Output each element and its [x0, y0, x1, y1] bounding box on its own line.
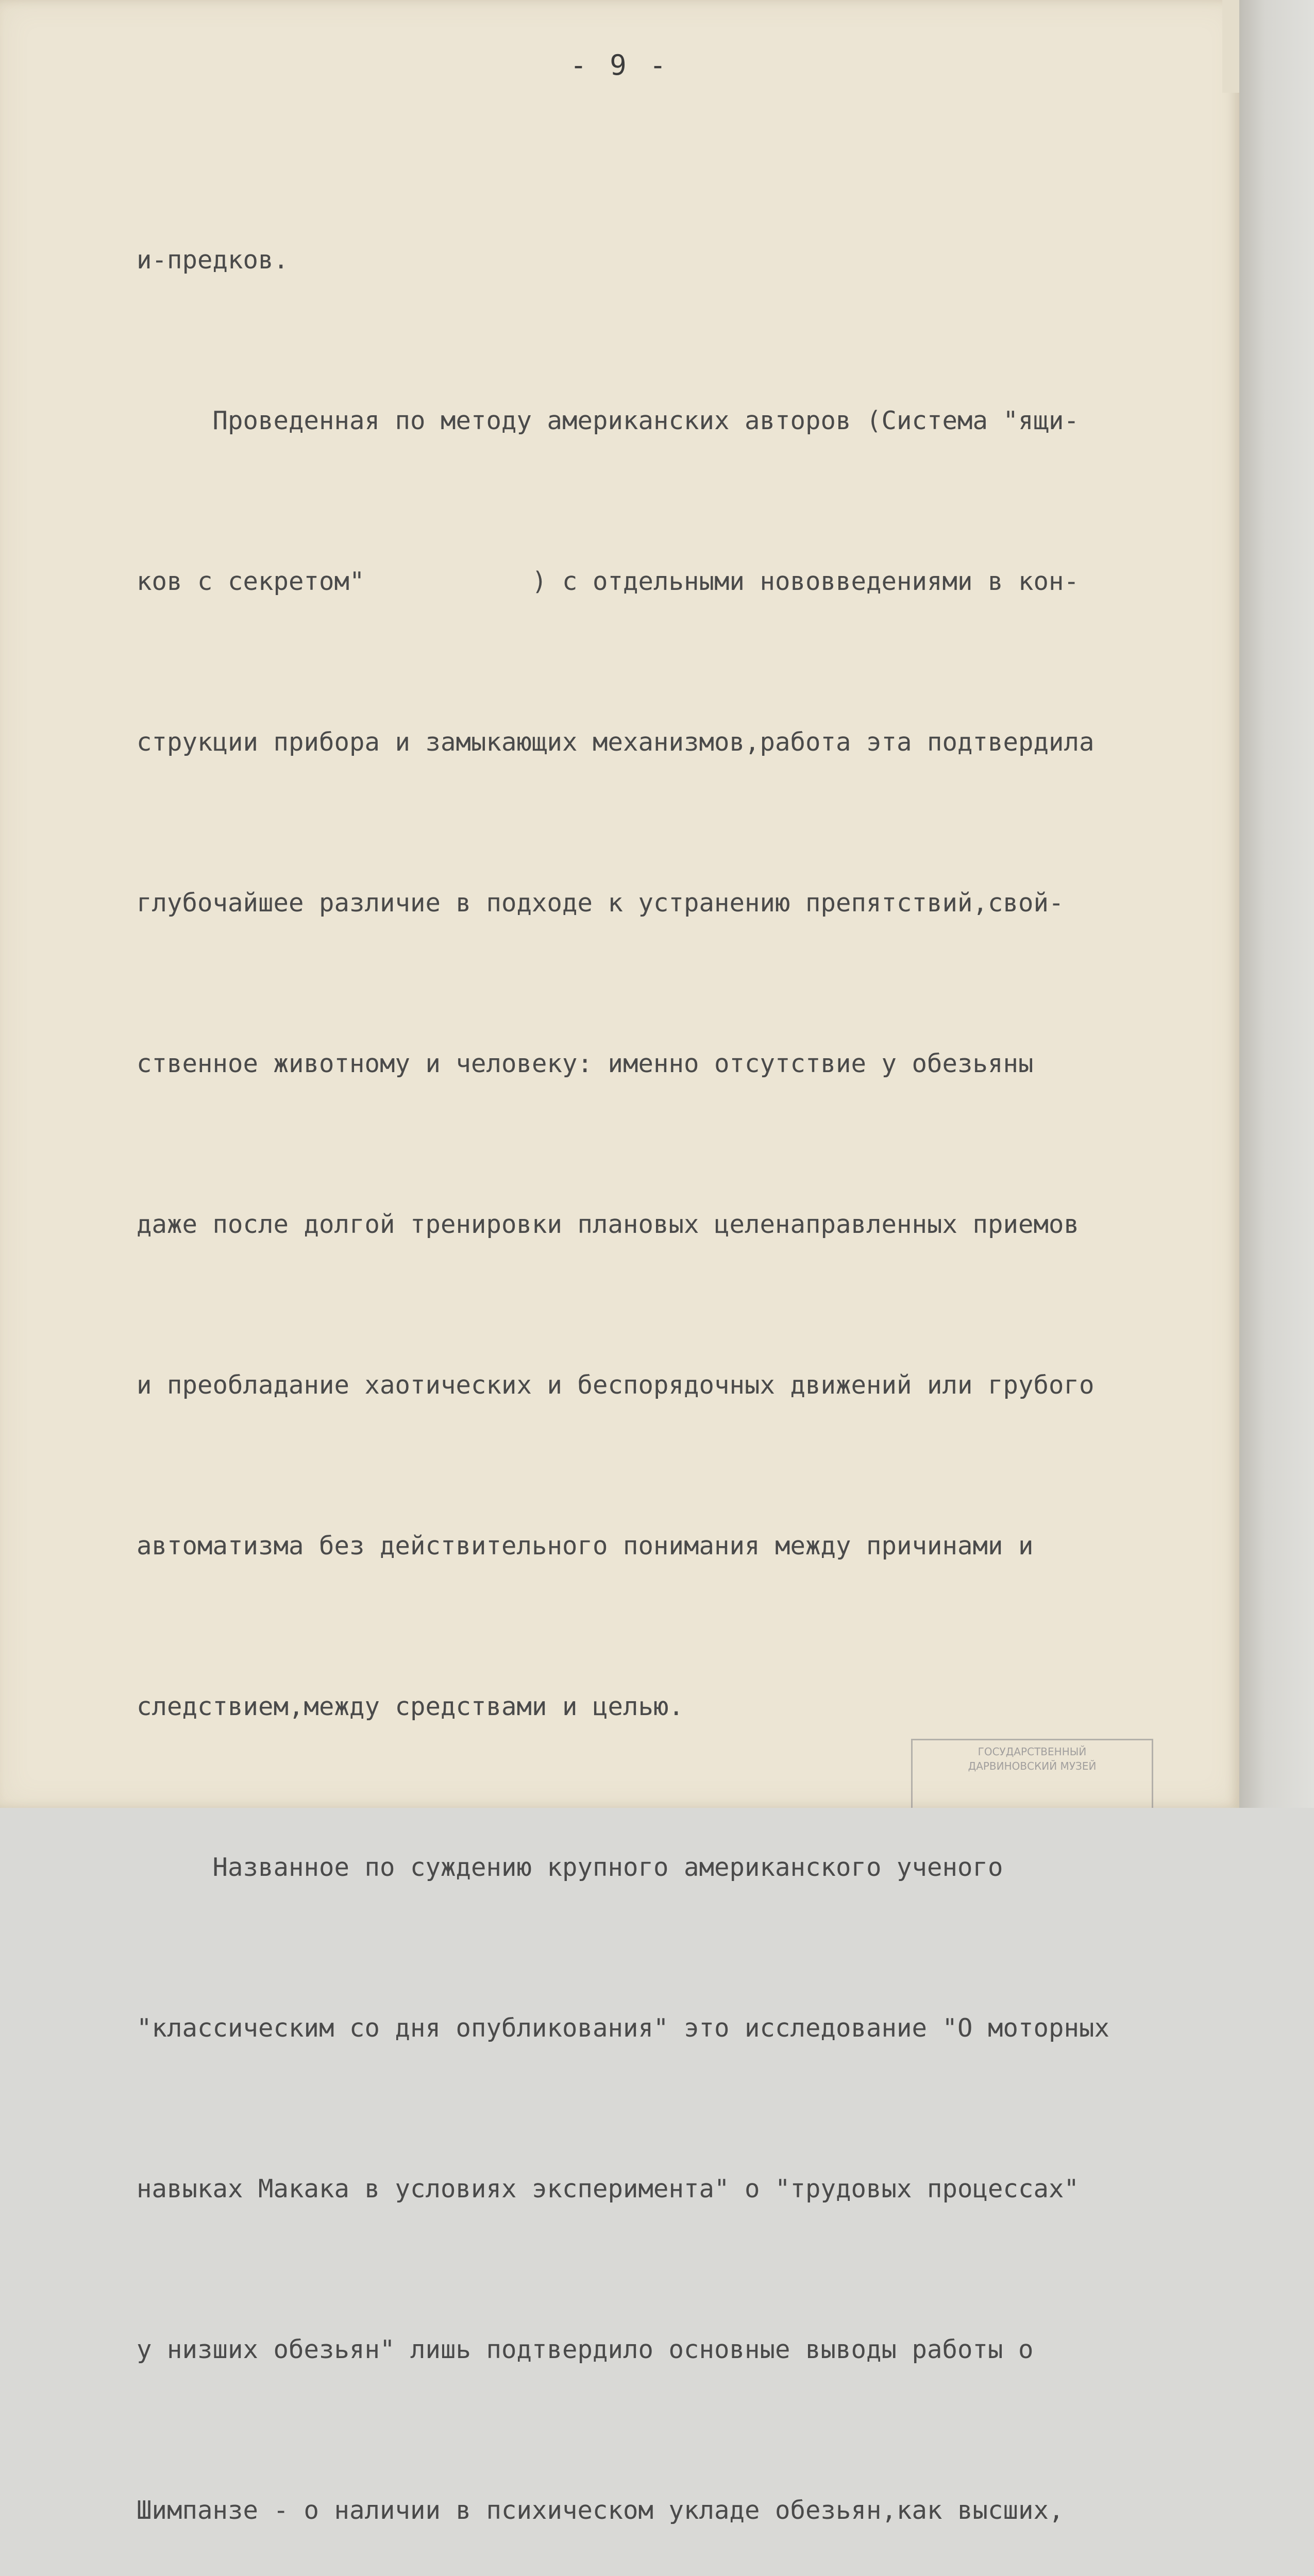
- scan-background: [1239, 0, 1314, 1808]
- text-line: Названное по суждению крупного американского ученого: [137, 1853, 1003, 1882]
- text-line: ков с секретом" ) с отдельными нововведениями в кон-: [137, 567, 1080, 596]
- text-line: глубочайшее различие в подходе к устранению препятствий,свой-: [137, 888, 1064, 918]
- text-line: Шимпанзе - о наличии в психическом укладе обезьян,как высших,: [137, 2496, 1064, 2525]
- text-line: Проведенная по методу американских авторов (Система "ящи-: [137, 406, 1080, 435]
- typewritten-text: [137, 126, 1239, 2576]
- text-line: автоматизма без действительного понимания между причинами и: [137, 1531, 1034, 1561]
- text-line: ственное животному и человеку: именно отсутствие у обезьяны: [137, 1049, 1034, 1078]
- text-line: струкции прибора и замыкающих механизмов,работа эта подтвердила: [137, 727, 1094, 757]
- text-line: у низших обезьян" лишь подтвердило основные выводы работы о: [137, 2335, 1034, 2364]
- text-line: и-предков.: [137, 245, 289, 275]
- text-line: следствием,между средствами и целью.: [137, 1692, 684, 1721]
- text-line: и преобладание хаотических и беспорядочных движений или грубого: [137, 1370, 1094, 1400]
- text-line: даже после долгой тренировки плановых целенаправленных приемов: [137, 1210, 1080, 1239]
- text-line: навыках Макака в условиях эксперимента" о "трудовых процессах": [137, 2174, 1080, 2204]
- text-line: "классическим со дня опубликования" это исследование "О моторных: [137, 2013, 1110, 2043]
- stamp-line: ГОСУДАРСТВЕННЫЙ: [978, 1745, 1087, 1758]
- stamp-line: ДАРВИНОВСКИЙ МУЗЕЙ: [968, 1760, 1097, 1772]
- archive-stamp: [911, 1739, 1153, 1808]
- page-number: - 9 -: [570, 49, 669, 81]
